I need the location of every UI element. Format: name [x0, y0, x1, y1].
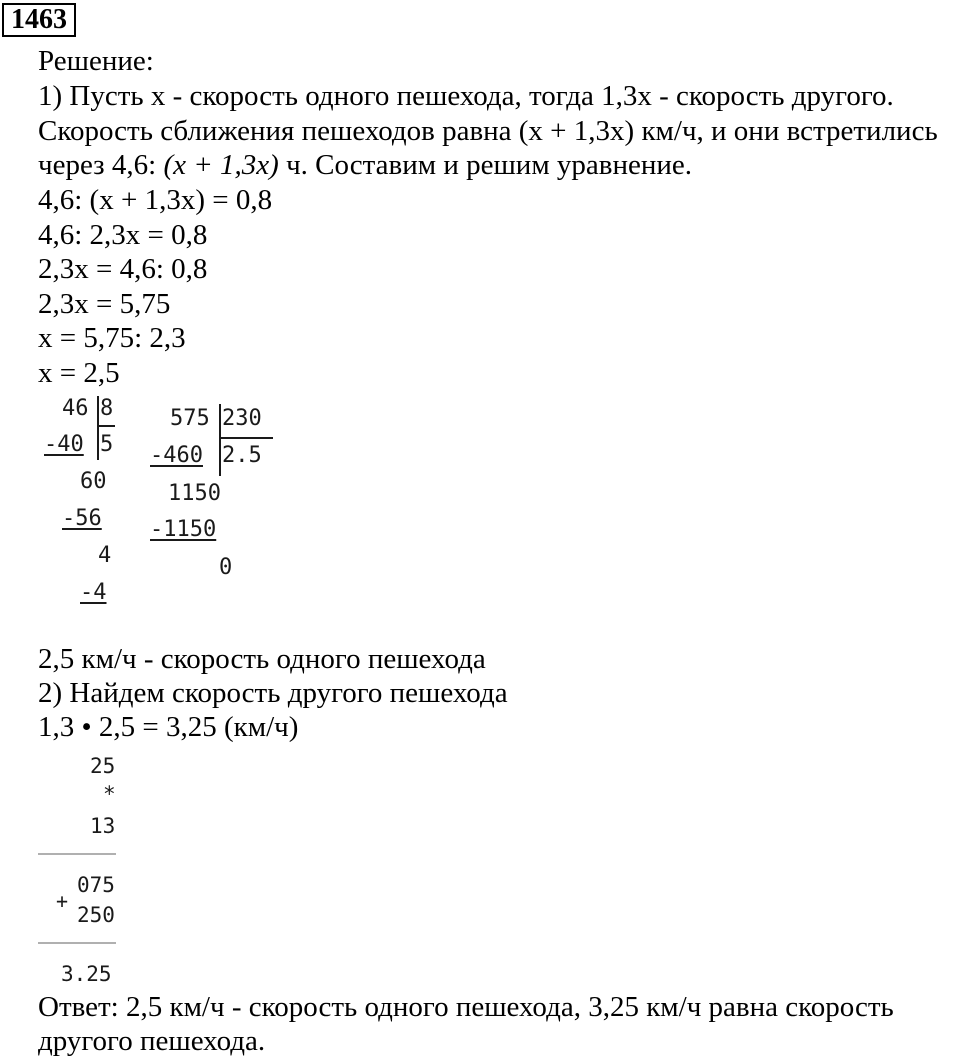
division2-subtract-2: -1150 [150, 517, 217, 542]
equation-line: 2,3x = 5,75 [38, 288, 171, 320]
equation-line: 2,3x = 4,6: 0,8 [38, 253, 208, 285]
division1-remainder-2: 4 [98, 543, 112, 568]
problem-number: 1463 [2, 3, 76, 37]
equation-line: x = 2,5 [38, 357, 120, 389]
division1-subtract-1: -40 [44, 432, 84, 457]
division1-quotient-line [97, 425, 115, 427]
multiplication-result: 3.25 [61, 962, 112, 986]
division1-subtract-2: -56 [62, 506, 102, 531]
answer-line-1: Ответ: 2,5 км/ч - скорость одного пешехода, 3,25 км/ч равна скорость [38, 991, 894, 1023]
step1-line2: Скорость сближения пешеходов равна (х + 1,3х) км/ч, и они встретились [38, 115, 938, 147]
division2-remainder-1: 1150 [168, 481, 221, 506]
step2-line: 2) Найдем скорость другого пешехода [38, 677, 508, 709]
step2-calculation: 1,3 • 2,5 = 3,25 (км/ч) [38, 711, 299, 743]
step1-line3-math: (x + 1,3x) [163, 149, 279, 181]
division2-dividend: 575 [170, 406, 210, 431]
equation-line: x = 5,75: 2,3 [38, 322, 186, 354]
step1-line3 [38, 148, 692, 183]
division1-quotient: 5 [100, 432, 114, 457]
step1-line3-suffix: ч. Составим и решим уравнение. [278, 149, 693, 181]
step1-intro: 1) Пусть х - скорость одного пешехода, тогда 1,3х - скорость другого. [38, 80, 894, 112]
result-line: 2,5 км/ч - скорость одного пешехода [38, 643, 486, 675]
multiplication-factor-2: 13 [90, 814, 116, 838]
division2-bar [219, 404, 221, 476]
multiplication-separator-1 [38, 853, 116, 855]
division2-remainder-2: 0 [219, 555, 233, 580]
multiplication-plus: + [56, 889, 69, 913]
multiplication-separator-2 [38, 942, 116, 944]
multiplication-partial-2: 250 [77, 903, 115, 927]
division2-subtract-1: -460 [150, 443, 203, 468]
answer-line-2: другого пешехода. [38, 1025, 266, 1057]
division1-bar [97, 396, 99, 460]
multiplication-factor-1: 25 [90, 754, 116, 778]
multiplication-operator: * [103, 782, 116, 806]
solution-heading: Решение: [38, 45, 154, 77]
division1-remainder-1: 60 [80, 469, 107, 494]
division1-subtract-3: -4 [80, 580, 107, 605]
multiplication-partial-1: 075 [77, 873, 115, 897]
division1-divisor: 8 [100, 396, 114, 421]
division2-divisor: 230 [222, 406, 262, 431]
step1-line3-prefix: через 4,6: [38, 149, 164, 181]
division1-dividend: 46 [62, 396, 89, 421]
division2-quotient: 2.5 [222, 443, 262, 468]
equation-line: 4,6: 2,3x = 0,8 [38, 219, 208, 251]
equation-line: 4,6: (x + 1,3x) = 0,8 [38, 184, 273, 216]
division2-quotient-line [219, 437, 273, 439]
